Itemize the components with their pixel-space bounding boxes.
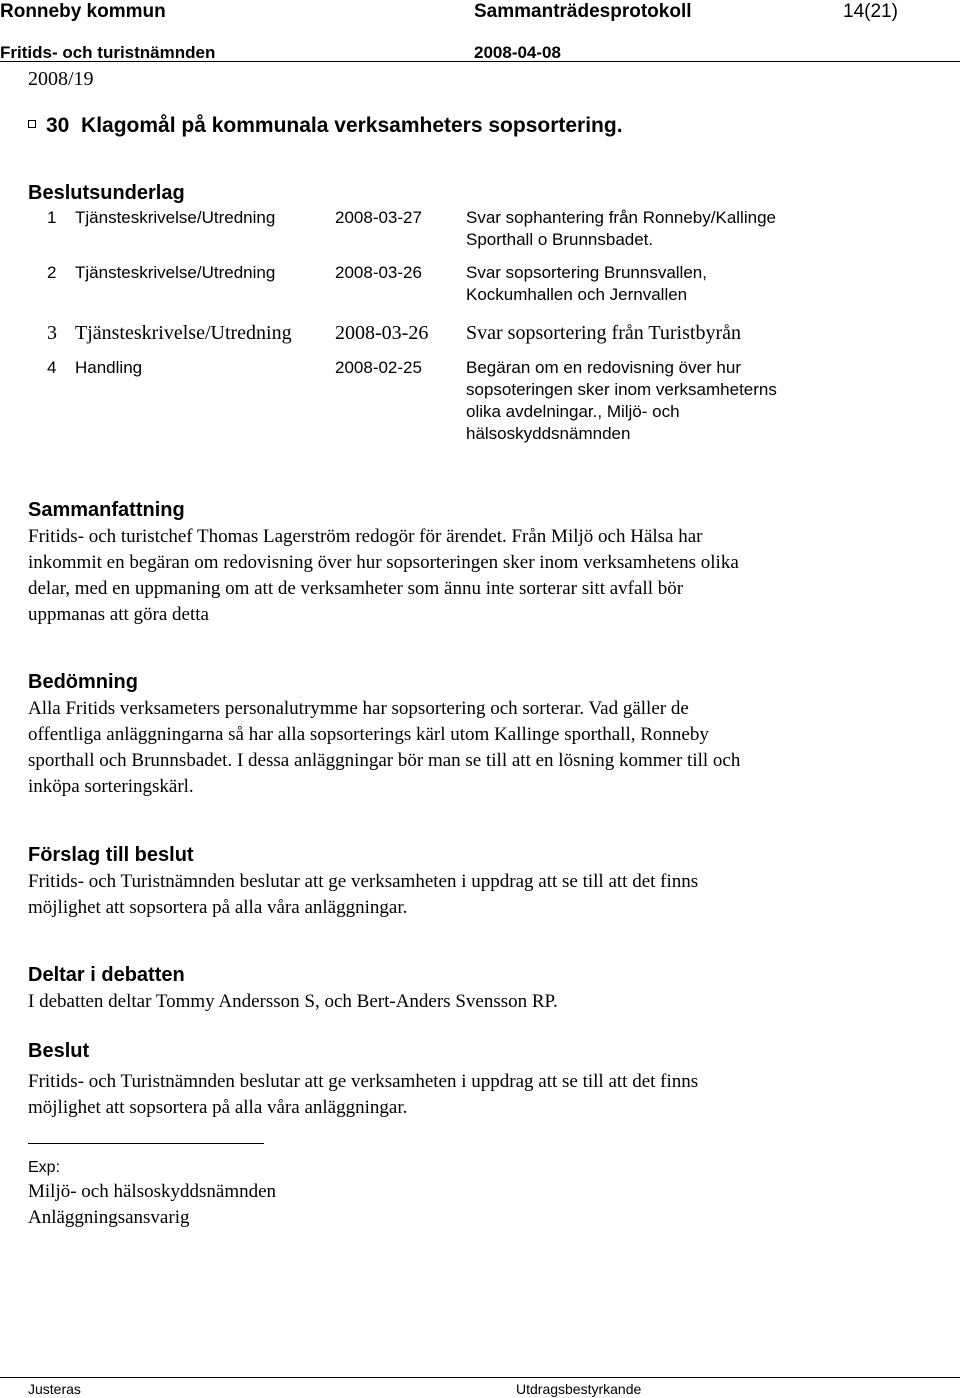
header-page-number: 14(21) (843, 1, 898, 22)
expedition-recipients (28, 1179, 276, 1231)
header-committee: Fritids- och turistnämnden (0, 43, 216, 62)
bedomning-heading: Bedömning (28, 671, 138, 693)
beslutsunderlag-heading: Beslutsunderlag (28, 182, 185, 204)
document-subject (466, 207, 776, 251)
expedition-label: Exp: (28, 1159, 61, 1176)
document-subject-line: sopsoteringen sker inom verksamheterns (466, 380, 777, 399)
section-title (28, 112, 623, 140)
paragraph-line: I debatten deltar Tommy Andersson S, och Bert-Anders Svensson RP. (28, 991, 558, 1012)
document-number: 3 (47, 322, 57, 344)
document-type: Tjänsteskrivelse/Utredning (75, 208, 276, 227)
paragraph-line: möjlighet att sopsortera på alla våra anläggningar. (28, 1097, 408, 1118)
paragraph-line: inkommit en begäran om redovisning över hur sopsorteringen sker inom verksamhetens olika (28, 552, 739, 573)
document-date: 2008-02-25 (335, 358, 422, 377)
document-type: Tjänsteskrivelse/Utredning (75, 263, 276, 282)
header-divider (0, 61, 960, 62)
document-number: 2 (47, 263, 57, 282)
beslut-text (28, 1069, 698, 1121)
paragraph-line: uppmanas att göra detta (28, 604, 209, 625)
document-type: Tjänsteskrivelse/Utredning (75, 322, 292, 344)
document-subject-line: hälsoskyddsnämnden (466, 424, 631, 443)
document-subject-line: olika avdelningar., Miljö- och (466, 402, 680, 421)
document-date: 2008-03-26 (335, 322, 429, 344)
debatt-heading: Deltar i debatten (28, 964, 185, 986)
section-number: 30 (46, 114, 70, 137)
document-subject-line: Svar sopsortering Brunnsvallen, (466, 263, 707, 282)
paragraph-line: offentliga anläggningarna så har alla sopsorterings kärl utom Kallinge sporthall, Ronneby (28, 724, 709, 745)
document-subject-line: Svar sopsortering från Turistbyrån (466, 322, 741, 344)
document-number: 1 (47, 208, 57, 227)
document-subject (466, 262, 707, 306)
forslag-heading: Förslag till beslut (28, 844, 194, 866)
paragraph-line: sporthall och Brunnsbadet. I dessa anläggningar bör man se till att en lösning kommer till och (28, 750, 741, 771)
header-org: Ronneby kommun (0, 1, 166, 22)
recipient: Miljö- och hälsoskyddsnämnden (28, 1181, 277, 1202)
document-subject-line: Kockumhallen och Jernvallen (466, 285, 688, 304)
sammanfattning-text (28, 524, 739, 628)
paragraph-line: inköpa sorteringskärl. (28, 776, 194, 797)
paragraph-line: Alla Fritids verksameters personalutrymme har sopsortering och sorterar. Vad gäller de (28, 698, 689, 719)
paragraph-line: Fritids- och Turistnämnden beslutar att ge verksamheten i uppdrag att se till att det finns (28, 1071, 699, 1092)
document-subject-line: Sporthall o Brunnsbadet. (466, 230, 654, 249)
sammanfattning-heading: Sammanfattning (28, 499, 185, 521)
divider-line (28, 1143, 264, 1144)
bedomning-text (28, 696, 740, 800)
document-type: Handling (75, 358, 143, 377)
case-number: 2008/19 (28, 68, 94, 90)
document-date: 2008-03-27 (335, 208, 422, 227)
document-subject-line: Begäran om en redovisning över hur (466, 358, 741, 377)
header-doc-type: Sammanträdesprotokoll (474, 1, 692, 22)
document-subject-line: Svar sophantering från Ronneby/Kallinge (466, 208, 776, 227)
document-subject (466, 321, 741, 345)
footer-utdragsbestyrkande: Utdragsbestyrkande (516, 1381, 642, 1397)
forslag-text (28, 869, 698, 921)
recipient: Anläggningsansvarig (28, 1207, 190, 1228)
paragraph-line: Fritids- och turistchef Thomas Lagerström redogör för ärendet. Från Miljö och Hälsa har (28, 526, 703, 547)
header-date: 2008-04-08 (474, 43, 561, 62)
bullet-square-icon (28, 120, 36, 128)
document-date: 2008-03-26 (335, 263, 422, 282)
paragraph-line: Fritids- och Turistnämnden beslutar att ge verksamheten i uppdrag att se till att det finns (28, 871, 699, 892)
footer-justeras: Justeras (28, 1381, 81, 1397)
paragraph-line: möjlighet att sopsortera på alla våra anläggningar. (28, 897, 408, 918)
beslut-heading: Beslut (28, 1040, 90, 1062)
document-number: 4 (47, 358, 57, 377)
section-title-text: Klagomål på kommunala verksamheters sopsortering. (81, 114, 623, 137)
debatt-text (28, 989, 558, 1015)
document-subject (466, 357, 777, 445)
footer-divider (0, 1377, 960, 1378)
paragraph-line: delar, med en uppmaning om att de verksamheter som ännu inte sorterar sitt avfall bör (28, 578, 684, 599)
